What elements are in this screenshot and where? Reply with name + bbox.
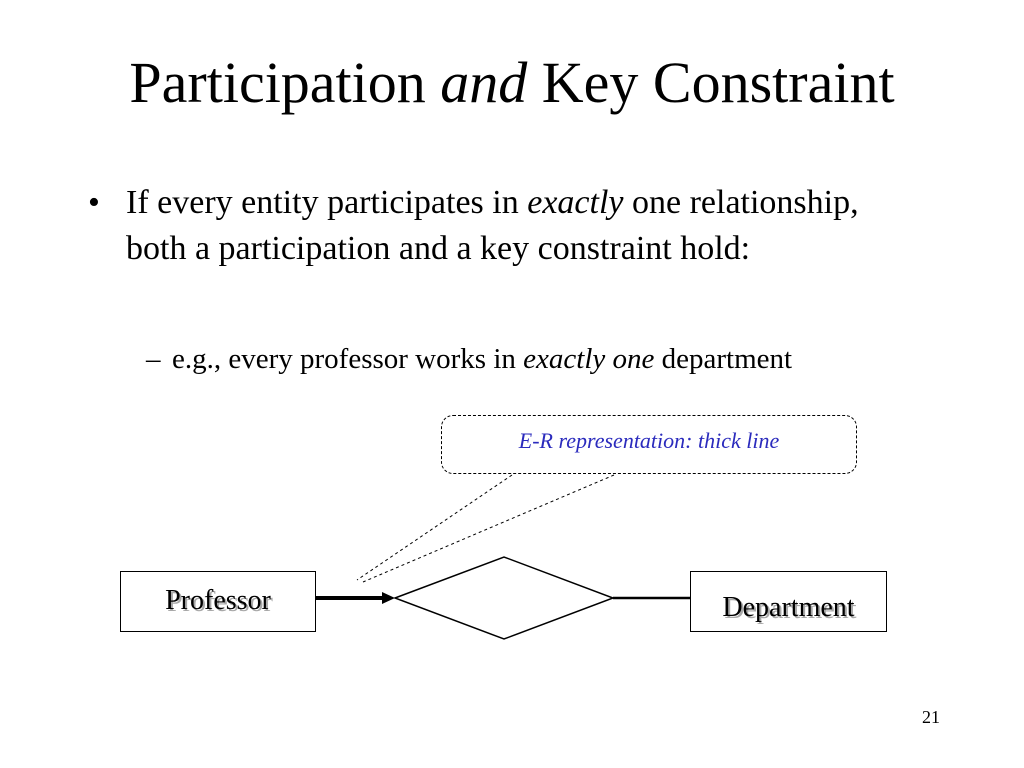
callout-text: E-R representation: thick line [518, 428, 780, 453]
title-text-part1: Participation [129, 50, 441, 115]
entity-professor-label: Professor [165, 585, 271, 616]
sub-bullet-text-part1: e.g., every professor works in [172, 343, 524, 375]
sub-bullet-text-italic: exactly one [523, 343, 655, 375]
relationship-diamond [395, 557, 613, 639]
main-bullet-text-italic: exactly [527, 184, 624, 221]
page-number: 21 [922, 707, 940, 727]
title-text-italic: and [440, 50, 528, 115]
title-text-part2: Key Constraint [527, 50, 895, 115]
callout-box [441, 415, 857, 474]
sub-bullet-marker: – [146, 343, 161, 375]
main-bullet-text-part1: If every entity participates in [126, 184, 528, 221]
entity-department-label: Department [722, 592, 855, 623]
bullet-marker: • [88, 184, 100, 221]
sub-bullet-text-part2: department [654, 343, 793, 375]
main-bullet-text-part2: one relationship, both a participation and a key constraint hold: [126, 184, 859, 267]
